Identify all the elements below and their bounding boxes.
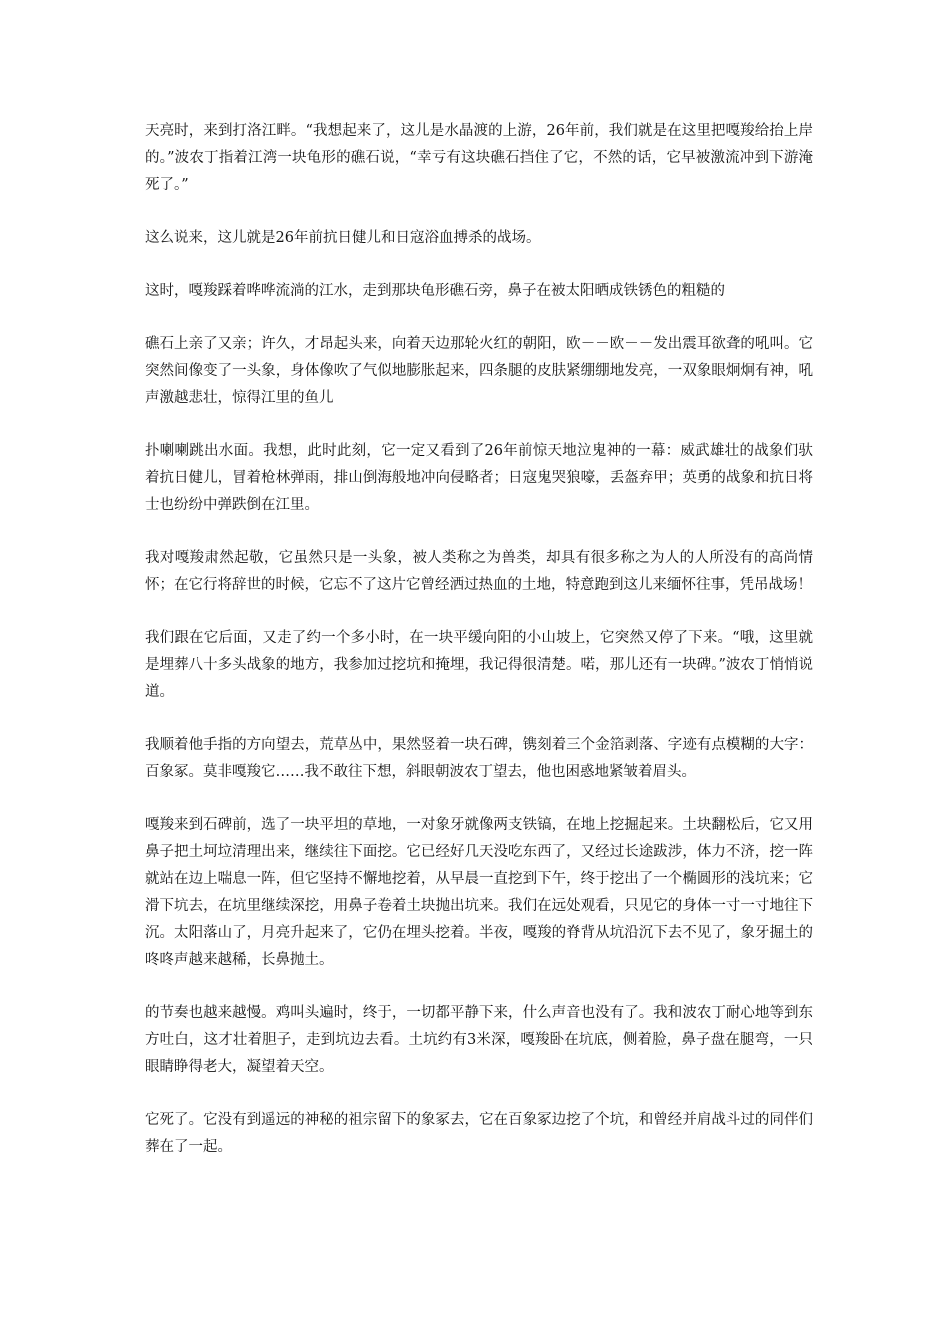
paragraph-9: 嘎羧来到石碑前，选了一块平坦的草地，一对象牙就像两支铁镐，在地上挖掘起来。土块翻松后，它又用鼻子把土坷垃清理出来，继续往下面挖。它已经好几天没吃东西了，又经过长途跋涉，体力不济，挖一阵就站在边上喘息一阵，但它坚持不懈地挖着，从早晨一直挖到下午，终于挖出了一个椭圆形的浅坑来；它滑下坑去，在坑里继续深挖，用鼻子卷着土块抛出坑来。我们在远处观看，只见它的身体一寸一寸地往下沉。太阳落山了，月亮升起来了，它仍在埋头挖着。半夜，嘎羧的脊背从坑沿沉下去不见了，象牙掘土的咚咚声越来越稀，长鼻抛土。 bbox=[145, 817, 813, 968]
paragraph-8: 我顺着他手指的方向望去，荒草丛中，果然竖着一块石碑，镌刻着三个金箔剥落、字迹有点模糊的大字：百象冢。莫非嘎羧它……我不敢往下想，斜眼朝波农丁望去，他也困惑地紧皱着眉头。 bbox=[145, 737, 813, 780]
paragraph-3: 这时，嘎羧踩着哗哗流淌的江水，走到那块龟形礁石旁，鼻子在被太阳晒成铁锈色的粗糙的 bbox=[145, 283, 725, 299]
paragraph-2: 这么说来，这儿就是26年前抗日健儿和日寇浴血搏杀的战场。 bbox=[145, 230, 541, 246]
paragraph-5: 扑喇喇跳出水面。我想，此时此刻，它一定又看到了26年前惊天地泣鬼神的一幕：威武雄壮的战象们驮着抗日健儿，冒着枪林弹雨，排山倒海般地冲向侵略者；日寇鬼哭狼嚎，丢盔弃甲；英勇的战象和抗日将士也纷纷中弹跌倒在江里。 bbox=[145, 443, 813, 513]
paragraph-1: 天亮时，来到打洛江畔。“我想起来了，这儿是水晶渡的上游，26年前，我们就是在这里把嘎羧给抬上岸的。”波农丁指着江湾一块龟形的礁石说，“幸亏有这块礁石挡住了它，不然的话，它早被激流冲到下游淹死了。” bbox=[145, 123, 813, 193]
paragraph-4: 礁石上亲了又亲；许久，才昂起头来，向着天边那轮火红的朝阳，欧－－欧－－发出震耳欲聋的吼叫。它突然间像变了一头象，身体像吹了气似地膨胀起来，四条腿的皮肤紧绷绷地发亮，一双象眼炯炯有神，吼声激越悲壮，惊得江里的鱼儿 bbox=[145, 336, 813, 406]
paragraph-11: 它死了。它没有到遥远的神秘的祖宗留下的象冢去，它在百象冢边挖了个坑，和曾经并肩战斗过的同伴们葬在了一起。 bbox=[145, 1112, 813, 1155]
document-body bbox=[145, 118, 813, 1187]
paragraph-7: 我们跟在它后面，又走了约一个多小时，在一块平缓向阳的小山坡上，它突然又停了下来。“哦，这里就是埋葬八十多头战象的地方，我参加过挖坑和掩埋，我记得很清楚。喏，那儿还有一块碑。”波农丁悄悄说道。 bbox=[145, 630, 813, 700]
paragraph-10: 的节奏也越来越慢。鸡叫头遍时，终于，一切都平静下来，什么声音也没有了。我和波农丁耐心地等到东方吐白，这才壮着胆子，走到坑边去看。土坑约有3米深，嘎羧卧在坑底，侧着脸，鼻子盘在腿弯，一只眼睛睁得老大，凝望着天空。 bbox=[145, 1005, 813, 1075]
paragraph-6: 我对嘎羧肃然起敬，它虽然只是一头象，被人类称之为兽类，却具有很多称之为人的人所没有的高尚情怀；在它行将辞世的时候，它忘不了这片它曾经洒过热血的土地，特意跑到这儿来缅怀往事，凭吊战场！ bbox=[145, 550, 813, 593]
